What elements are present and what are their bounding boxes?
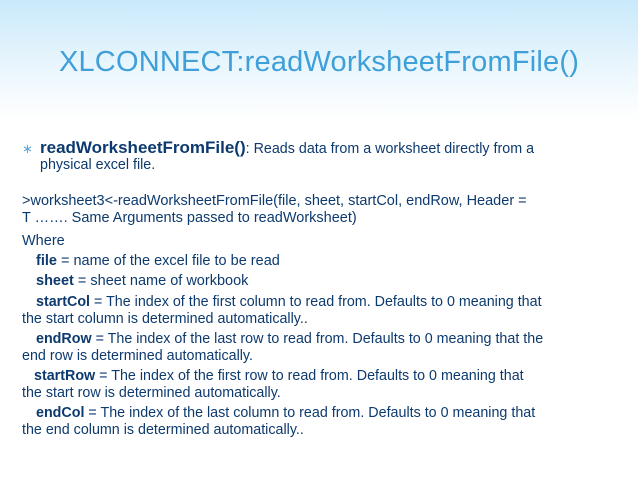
param-startrow xyxy=(22,368,622,402)
param-desc: = The index of the first row to read from. Defaults to 0 meaning that xyxy=(95,368,524,384)
param-desc: = The index of the first column to read from. Defaults to 0 meaning that xyxy=(90,294,542,310)
param-desc: = The index of the last row to read from. Defaults to 0 meaning that the xyxy=(91,331,544,347)
param-name: file xyxy=(36,253,57,269)
param-name: startCol xyxy=(36,294,91,310)
bullet-item xyxy=(22,140,622,173)
code-example xyxy=(22,193,622,227)
param-desc-cont: the start row is determined automatically. xyxy=(22,385,281,401)
where-label: Where xyxy=(22,233,65,249)
param-desc: = The index of the last column to read from. Defaults to 0 meaning that xyxy=(84,405,536,421)
param-name: endCol xyxy=(36,405,85,421)
code-line-1: >worksheet3<-readWorksheetFromFile(file, sheet, startCol, endRow, Header = xyxy=(22,193,527,209)
param-desc: = name of the excel file to be read xyxy=(56,253,280,269)
code-line-2: T ……. Same Arguments passed to readWorksheet) xyxy=(22,210,357,226)
function-description: : Reads data from a worksheet directly from a xyxy=(245,141,535,157)
param-name: startRow xyxy=(34,368,96,384)
param-desc-cont: end row is determined automatically. xyxy=(22,348,253,364)
param-name: sheet xyxy=(36,273,74,289)
param-endrow xyxy=(22,331,622,365)
bullet-icon: ∗ xyxy=(22,141,33,156)
param-sheet xyxy=(22,271,622,291)
param-startcol xyxy=(22,294,622,328)
param-desc-cont: the start column is determined automatically.. xyxy=(22,311,308,327)
function-description-cont: physical excel file. xyxy=(40,157,156,173)
param-desc: = sheet name of workbook xyxy=(73,273,249,289)
param-desc-cont: the end column is determined automatically.. xyxy=(22,422,304,438)
param-endcol xyxy=(22,405,622,439)
param-name: endRow xyxy=(36,331,92,347)
slide-title: XLCONNECT:readWorksheetFromFile() xyxy=(58,46,580,78)
param-file xyxy=(22,251,622,271)
slide-content xyxy=(22,140,622,439)
function-name: readWorksheetFromFile() xyxy=(40,138,246,157)
